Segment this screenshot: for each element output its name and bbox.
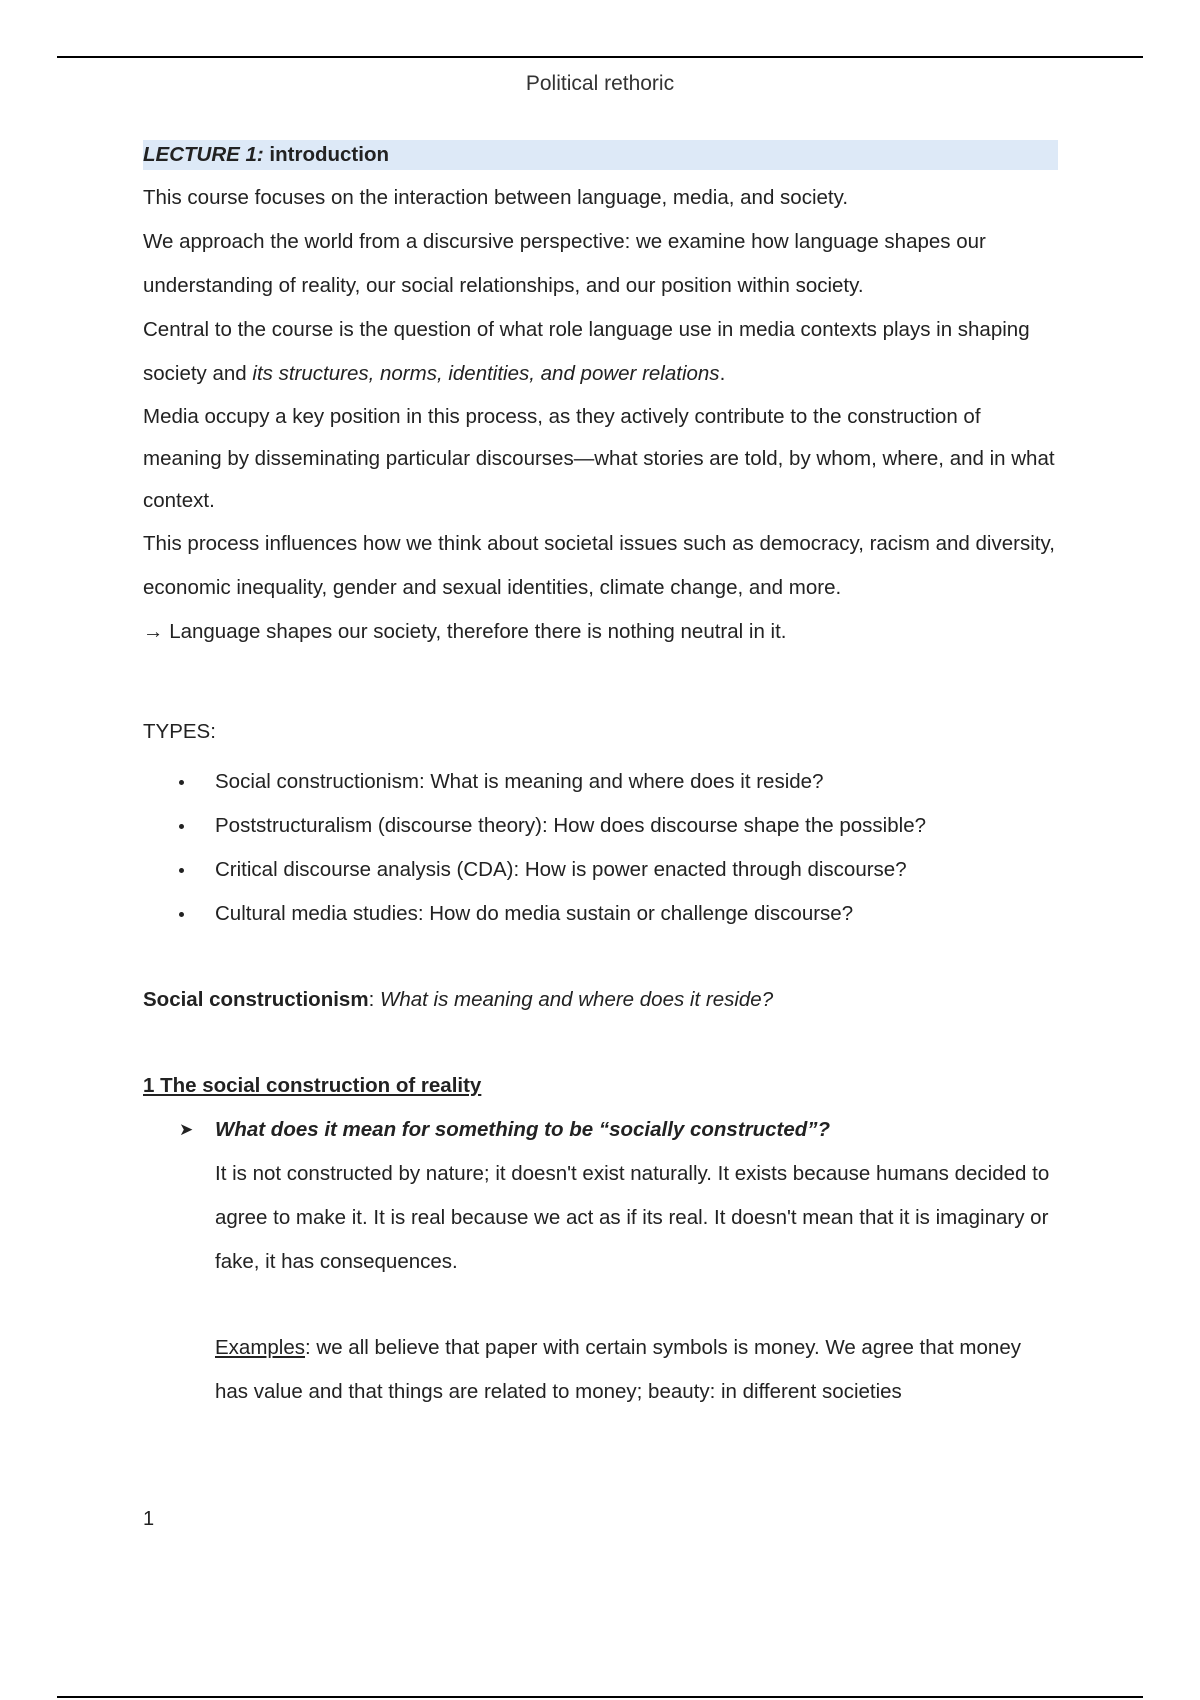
intro-paragraph-3	[143, 308, 1058, 396]
arrowhead-bullet-icon: ➤	[179, 1120, 194, 1139]
list-item	[143, 848, 1058, 892]
intro-paragraph-4: Media occupy a key position in this process, as they actively contribute to the construction of meaning by disseminating particular discourses—what stories are told, by whom, where, and in what context.	[143, 405, 1055, 512]
social-constructionism-line	[143, 978, 1058, 1022]
bullet-icon	[179, 868, 184, 873]
social-constructionism-term: Social constructionism	[143, 988, 369, 1011]
intro-paragraph-3-italic: its structures, norms, identities, and power relations	[252, 362, 720, 385]
spacer	[143, 654, 1058, 710]
intro-paragraph-5: This process influences how we think about societal issues such as democracy, racism and diversity, economic inequality, gender and sexual identities, climate change, and more.	[143, 532, 1055, 599]
list-item	[143, 760, 1058, 804]
lecture-heading	[143, 140, 1058, 170]
list-item-text: Cultural media studies: How do media sustain or challenge discourse?	[215, 902, 854, 925]
intro-paragraph-3-a: Central to the course is the question of what role language use in media contexts plays in shaping society and	[143, 318, 1030, 385]
examples-label: Examples	[215, 1336, 306, 1359]
document-body	[143, 140, 1058, 1414]
spacer	[143, 936, 1058, 978]
examples-paragraph	[143, 1326, 1058, 1414]
lecture-heading-text: introduction	[263, 143, 389, 166]
spacer	[143, 1284, 1058, 1326]
section-question	[143, 1108, 1058, 1152]
intro-paragraph-1: This course focuses on the interaction between language, media, and society.	[143, 186, 849, 209]
bullet-icon	[179, 824, 184, 829]
spacer	[143, 1022, 1058, 1064]
types-list	[143, 760, 1058, 936]
types-label: TYPES:	[143, 720, 216, 743]
header-rule	[57, 56, 1143, 58]
list-item-text: Social constructionism: What is meaning and where does it reside?	[215, 770, 824, 793]
list-item	[143, 892, 1058, 936]
list-item	[143, 804, 1058, 848]
bullet-icon	[179, 780, 184, 785]
section-title: 1 The social construction of reality	[143, 1074, 482, 1097]
page-number: 1	[143, 1508, 155, 1530]
footer-rule	[57, 1696, 1143, 1698]
section-question-text: What does it mean for something to be “socially constructed”?	[215, 1118, 831, 1141]
document-header-title: Political rethoric	[525, 72, 675, 95]
intro-paragraph-3-end: .	[719, 362, 726, 385]
lecture-heading-prefix: LECTURE 1:	[143, 143, 264, 166]
bullet-icon	[179, 912, 184, 917]
section-answer: It is not constructed by nature; it doesn't exist naturally. It exists because humans decided to agree to make it. It is real because we act as if its real. It doesn't mean that it is imaginary or fake, it has consequences.	[215, 1162, 1050, 1273]
list-item-text: Poststructuralism (discourse theory): How does discourse shape the possible?	[215, 814, 926, 837]
intro-paragraph-2: We approach the world from a discursive perspective: we examine how language shapes our understanding of reality, our social relationships, and our position within society.	[143, 230, 986, 297]
social-constructionism-question: What is meaning and where does it reside?	[379, 988, 774, 1011]
social-constructionism-colon: :	[368, 988, 380, 1011]
list-item-text: Critical discourse analysis (CDA): How is power enacted through discourse?	[215, 858, 907, 881]
examples-text: : we all believe that paper with certain symbols is money. We agree that money has value and that things are related to money; beauty: in different societies	[215, 1336, 1021, 1403]
intro-paragraph-6: → Language shapes our society, therefore there is nothing neutral in it.	[143, 620, 787, 643]
